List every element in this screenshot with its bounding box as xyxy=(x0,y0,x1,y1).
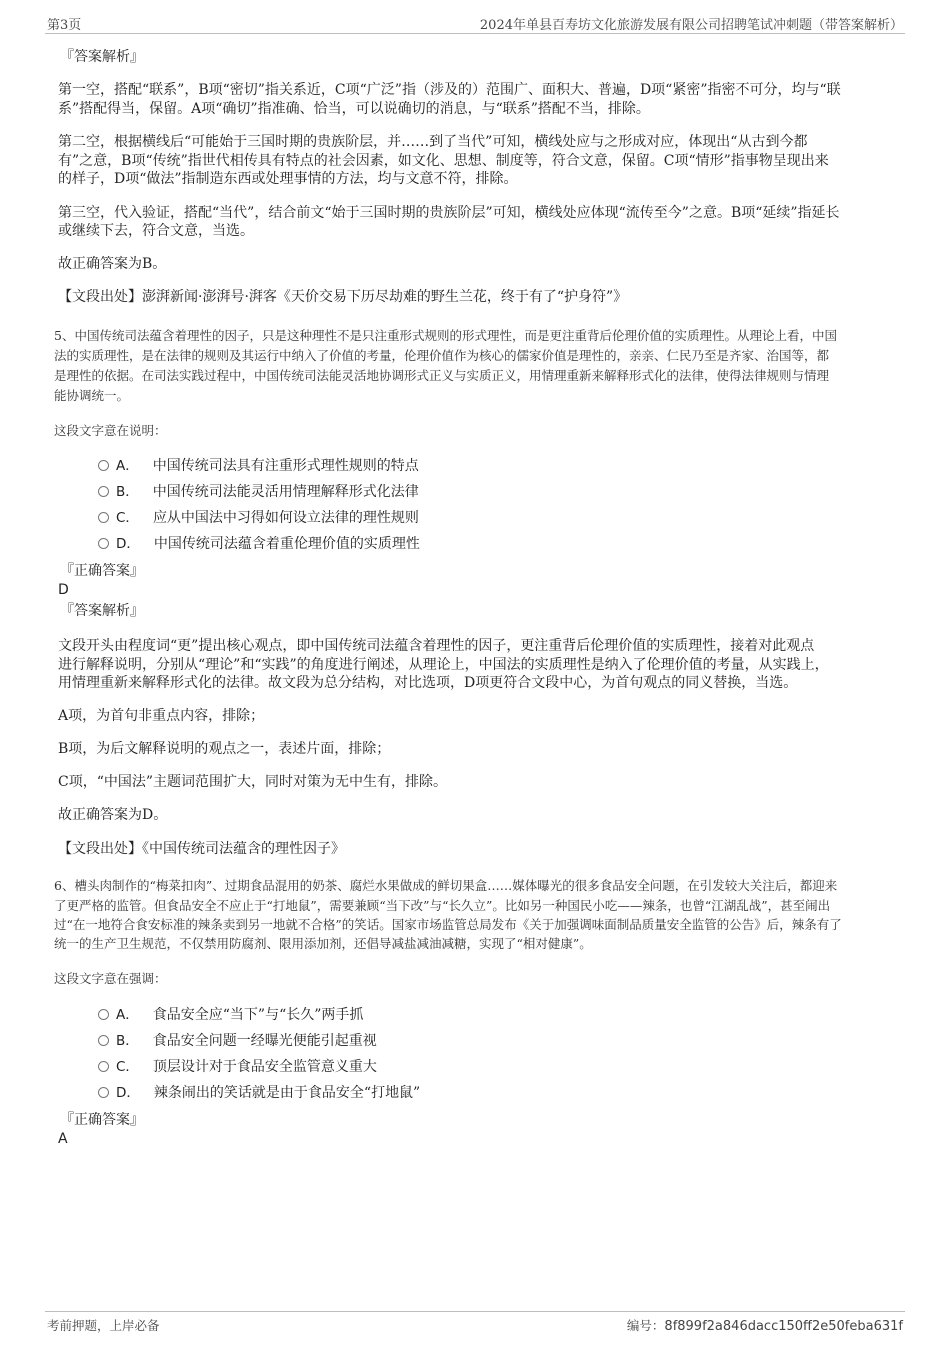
q5-stem-line1: 5、中国传统司法蕴含着理性的因子，只是这种理性不是只注重形式规则的形式理性，而是更注重背后伦理价值的实质理性。从理论上看，中国 xyxy=(54,328,837,343)
q6-stem-line3: 过“在一地符合食安标准的辣条卖到另一地就不合格”的笑话。国家市场监管总局发布《关于加强调味面制品质量安全监管的公告》后，辣条有了 xyxy=(54,917,842,932)
radio-icon[interactable] xyxy=(98,1035,109,1046)
q5-conclusion: 故正确答案为D。 xyxy=(58,807,168,823)
q4-conclusion: 故正确答案为B。 xyxy=(58,256,167,272)
page-footer xyxy=(45,1311,905,1336)
page-number: 第3页 xyxy=(47,18,82,33)
q4-analysis-p1-line1: 第一空，搭配“联系”，B项“密切”指关系近，C项“广泛”指（涉及的）范围广、面积大、普遍，D项“紧密”指密不可分，均与“联 xyxy=(58,82,841,98)
footer-slogan: 考前押题，上岸必备 xyxy=(47,1318,160,1333)
radio-icon[interactable] xyxy=(98,1009,109,1020)
q6-correct-answer: A xyxy=(58,1131,68,1147)
q5-analysis-a: A项，为首句非重点内容，排除； xyxy=(58,708,265,724)
page-header xyxy=(45,14,905,34)
q5-correct-heading: 『正确答案』 xyxy=(60,563,144,579)
q4-analysis-p2-line3: 的样子，D项“做法”指制造东西或处理事情的方法，均与文意不符，排除。 xyxy=(58,171,518,187)
q6-option-d[interactable]: D． 辣条闹出的笑话就是由于食品安全“打地鼠” xyxy=(98,1084,420,1102)
q5-source: 【文段出处】《中国传统司法蕴含的理性因子》 xyxy=(58,841,345,857)
q4-source: 【文段出处】澎湃新闻·澎湃号·湃客《天价交易下历尽劫难的野生兰花，终于有了“护身符”》 xyxy=(58,289,628,305)
radio-icon[interactable] xyxy=(98,460,109,471)
q5-analysis-b: B项，为后文解释说明的观点之一，表述片面，排除； xyxy=(58,741,391,757)
q4-analysis-p3-line2: 或继续下去，符合文意，当选。 xyxy=(58,223,254,239)
q6-correct-heading: 『正确答案』 xyxy=(60,1112,144,1128)
q6-option-b[interactable]: B． 食品安全问题一经曝光便能引起重视 xyxy=(98,1032,377,1050)
q5-analysis-p1-line2: 进行解释说明，分别从“理论”和“实践”的角度进行阐述，从理论上，中国法的实质理性是纳入了伦理价值的考量，从实践上， xyxy=(58,657,829,673)
q5-option-d[interactable]: D． 中国传统司法蕴含着重伦理价值的实质理性 xyxy=(98,535,420,553)
q5-option-a[interactable]: A． 中国传统司法具有注重形式理性规则的特点 xyxy=(98,457,419,475)
q6-stem-line4: 统一的生产卫生规范，不仅禁用防腐剂、限用添加剂，还倡导减盐减油减糖，实现了“相对健康”。 xyxy=(54,936,592,951)
radio-icon[interactable] xyxy=(98,512,109,523)
q5-question: 这段文字意在说明： xyxy=(54,423,167,438)
q4-analysis-p1-line2: 系”搭配得当，保留。A项“确切”指准确、恰当，可以说确切的消息，与“联系”搭配不当，排除。 xyxy=(58,101,650,117)
radio-icon[interactable] xyxy=(98,1087,109,1098)
q5-stem-line2: 法的实质理性，是在法律的规则及其运行中纳入了价值的考量，伦理价值作为核心的儒家价值是理性的，亲亲、仁民乃至是齐家、治国等，都 xyxy=(54,348,830,363)
document-code: 编号：8f899f2a846dacc150ff2e50feba631f xyxy=(626,1318,903,1334)
q6-stem-line1: 6、槽头肉制作的“梅菜扣肉”、过期食品混用的奶茶、腐烂水果做成的鲜切果盒……媒体曝光的很多食品安全问题，在引发较大关注后，都迎来 xyxy=(54,878,838,893)
q5-correct-answer: D xyxy=(58,582,69,598)
radio-icon[interactable] xyxy=(98,538,109,549)
q5-option-b[interactable]: B． 中国传统司法能灵活用情理解释形式化法律 xyxy=(98,483,419,501)
q6-option-c[interactable]: C． 顶层设计对于食品安全监管意义重大 xyxy=(98,1058,377,1076)
q5-analysis-p1-line1: 文段开头由程度词“更”提出核心观点，即中国传统司法蕴含着理性的因子，更注重背后伦理价值的实质理性，接着对此观点 xyxy=(58,638,815,654)
q4-analysis-p2-line1: 第二空，根据横线后“可能始于三国时期的贵族阶层，并……到了当代”可知，横线处应与之形成对应，体现出“从古到今都 xyxy=(58,134,808,150)
q4-analysis-heading: 『答案解析』 xyxy=(60,49,144,65)
q5-analysis-c: C项，“中国法”主题词范围扩大，同时对策为无中生有，排除。 xyxy=(58,774,448,790)
q6-option-a[interactable]: A． 食品安全应“当下”与“长久”两手抓 xyxy=(98,1006,363,1024)
radio-icon[interactable] xyxy=(98,486,109,497)
q5-stem-line3: 是理性的依据。在司法实践过程中，中国传统司法能灵活地协调形式正义与实质正义，用情理重新来解释形式化的法律，使得法律规则与情理 xyxy=(54,368,830,383)
q4-analysis-p2-line2: 有”之意，B项“传统”指世代相传具有特点的社会因素，如文化、思想、制度等，符合文意，保留。C项“情形”指事物呈现出来 xyxy=(58,153,829,169)
q5-analysis-heading: 『答案解析』 xyxy=(60,603,144,619)
q6-question: 这段文字意在强调： xyxy=(54,971,167,986)
q4-analysis-p3-line1: 第三空，代入验证，搭配“当代”，结合前文“始于三国时期的贵族阶层”可知，横线处应体现“流传至今”之意。B项“延续”指延长 xyxy=(58,205,840,221)
q5-option-c[interactable]: C． 应从中国法中习得如何设立法律的理性规则 xyxy=(98,509,419,527)
q6-stem-line2: 了更严格的监管。但食品安全不应止于“打地鼠”，需要兼顾“当下改”与“长久立”。比如另一种国民小吃——辣条，也曾“江湖乱战”，甚至闹出 xyxy=(54,898,831,913)
radio-icon[interactable] xyxy=(98,1061,109,1072)
q5-analysis-p1-line3: 用情理重新来解释形式化的法律。故文段为总分结构，对比选项，D项更符合文段中心，为首句观点的同义替换，当选。 xyxy=(58,675,798,691)
q5-stem-line4: 能协调统一。 xyxy=(54,388,130,403)
document-title: 2024年单县百寿坊文化旅游发展有限公司招聘笔试冲刺题（带答案解析） xyxy=(479,18,903,33)
